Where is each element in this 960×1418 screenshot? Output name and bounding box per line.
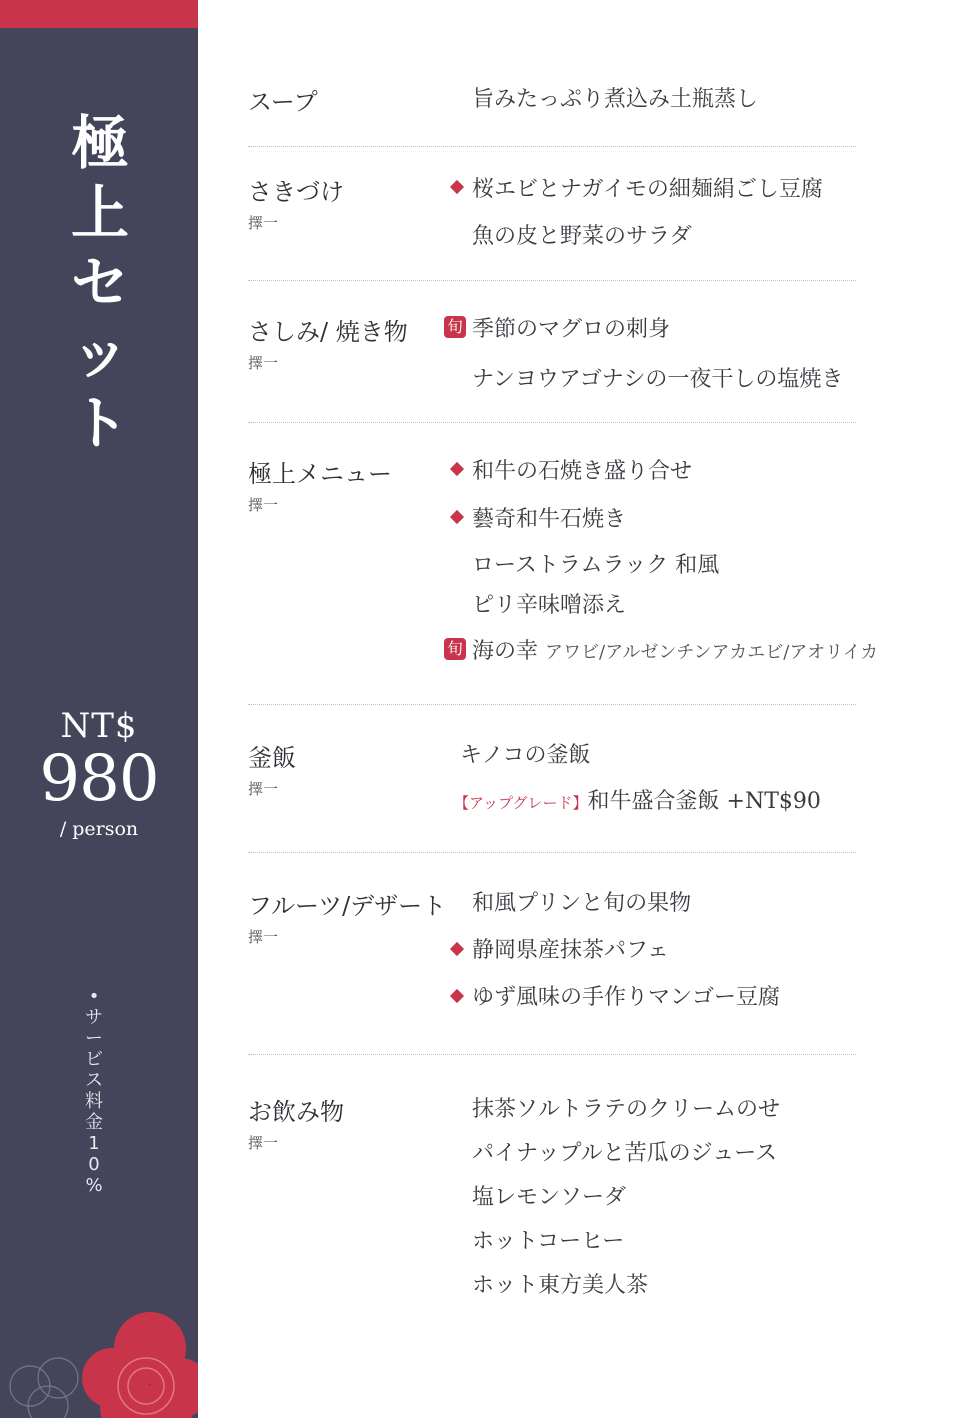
title-char: ト (70, 389, 129, 457)
accent-bar (0, 0, 198, 28)
upgrade-label: 【アップグレード】 (454, 794, 588, 812)
category-label: さしみ/ 焼き物 (248, 318, 408, 346)
divider (248, 852, 856, 853)
menu-item: キノコの釜飯 (460, 743, 591, 768)
menu-item: 旨みたっぷり煮込み土瓶蒸し (472, 87, 759, 112)
menu-item: 抹茶ソルトラテのクリームのせ (472, 1097, 781, 1122)
menu-item: 塩レモンソーダ (472, 1185, 627, 1210)
menu-item: ローストラムラック 和風 (472, 553, 720, 578)
menu-item-name: 和牛盛合釜飯 +NT$90 (587, 789, 821, 814)
price-amount: 980 (39, 742, 159, 816)
category-label: さきづけ (248, 178, 344, 206)
divider (248, 422, 856, 423)
plum-blossom-decoration (0, 1308, 198, 1418)
service-char: ビ (85, 1049, 103, 1070)
recommended-diamond-icon (448, 940, 462, 954)
choose-one-label: 擇一 (248, 496, 279, 514)
service-char: 料 (85, 1091, 103, 1112)
recommended-diamond-icon (448, 508, 462, 522)
recommended-diamond-icon (448, 178, 462, 192)
category-label: お飲み物 (248, 1098, 344, 1126)
category-label: スープ (248, 88, 318, 116)
menu-item: 季節のマグロの刺身 (472, 317, 671, 342)
title-char: ッ (70, 319, 129, 387)
category-label: 極上メニュー (248, 460, 392, 488)
menu-item: ピリ辛味噌添え (472, 593, 627, 618)
service-char: 0 (88, 1154, 100, 1175)
service-char: ス (85, 1070, 103, 1091)
divider (248, 280, 856, 281)
menu-item: 桜エビとナガイモの細麺絹ごし豆腐 (472, 177, 823, 202)
recommended-diamond-icon (448, 460, 462, 474)
menu-item: ナンヨウアゴナシの一夜干しの塩焼き (472, 367, 844, 392)
divider (248, 704, 856, 705)
category-label: フルーツ/デザート (248, 892, 447, 920)
divider (248, 1054, 856, 1055)
menu-item (472, 634, 878, 665)
recommended-diamond-icon (448, 987, 462, 1001)
sidebar (0, 0, 198, 1418)
set-title (62, 108, 138, 458)
seafood-detail: アワビ/アルゼンチンアカエビ/アオリイカ (545, 642, 879, 663)
service-char: サ (85, 1007, 103, 1028)
service-char: % (85, 1175, 103, 1196)
menu-item: ホットコーヒー (472, 1229, 625, 1254)
menu-item: パイナップルと苦瓜のジュース (472, 1141, 778, 1166)
title-char: 極 (70, 109, 129, 177)
menu-item: 藝奇和牛石焼き (472, 507, 627, 532)
menu-item: 静岡県産抹茶パフェ (472, 938, 669, 963)
choose-one-label: 擇一 (248, 928, 279, 946)
service-char: 金 (85, 1112, 103, 1133)
menu-item: ゆず風味の手作りマンゴー豆腐 (472, 985, 781, 1010)
service-char: • (88, 986, 100, 1007)
menu-item: 和風プリンと旬の果物 (472, 891, 692, 916)
price-unit: / person (59, 818, 139, 840)
divider (248, 146, 856, 147)
seasonal-badge-icon: 旬 (444, 316, 466, 338)
menu-item (454, 784, 821, 815)
choose-one-label: 擇一 (248, 354, 279, 372)
title-char: 上 (70, 179, 129, 247)
choose-one-label: 擇一 (248, 214, 279, 232)
service-char: ー (85, 1028, 103, 1049)
price-currency: NT$ (60, 706, 138, 746)
category-label: 釜飯 (248, 744, 296, 772)
choose-one-label: 擇一 (248, 1134, 279, 1152)
menu-item: 和牛の石焼き盛り合せ (472, 459, 693, 484)
service-char: 1 (88, 1133, 100, 1154)
choose-one-label: 擇一 (248, 780, 279, 798)
service-charge-note (82, 986, 106, 1196)
menu-item: ホット東方美人茶 (472, 1273, 649, 1298)
seasonal-badge-icon: 旬 (444, 638, 466, 660)
menu-item-name: 海の幸 (472, 639, 539, 664)
menu-item: 魚の皮と野菜のサラダ (472, 224, 692, 249)
title-char: セ (70, 249, 129, 317)
